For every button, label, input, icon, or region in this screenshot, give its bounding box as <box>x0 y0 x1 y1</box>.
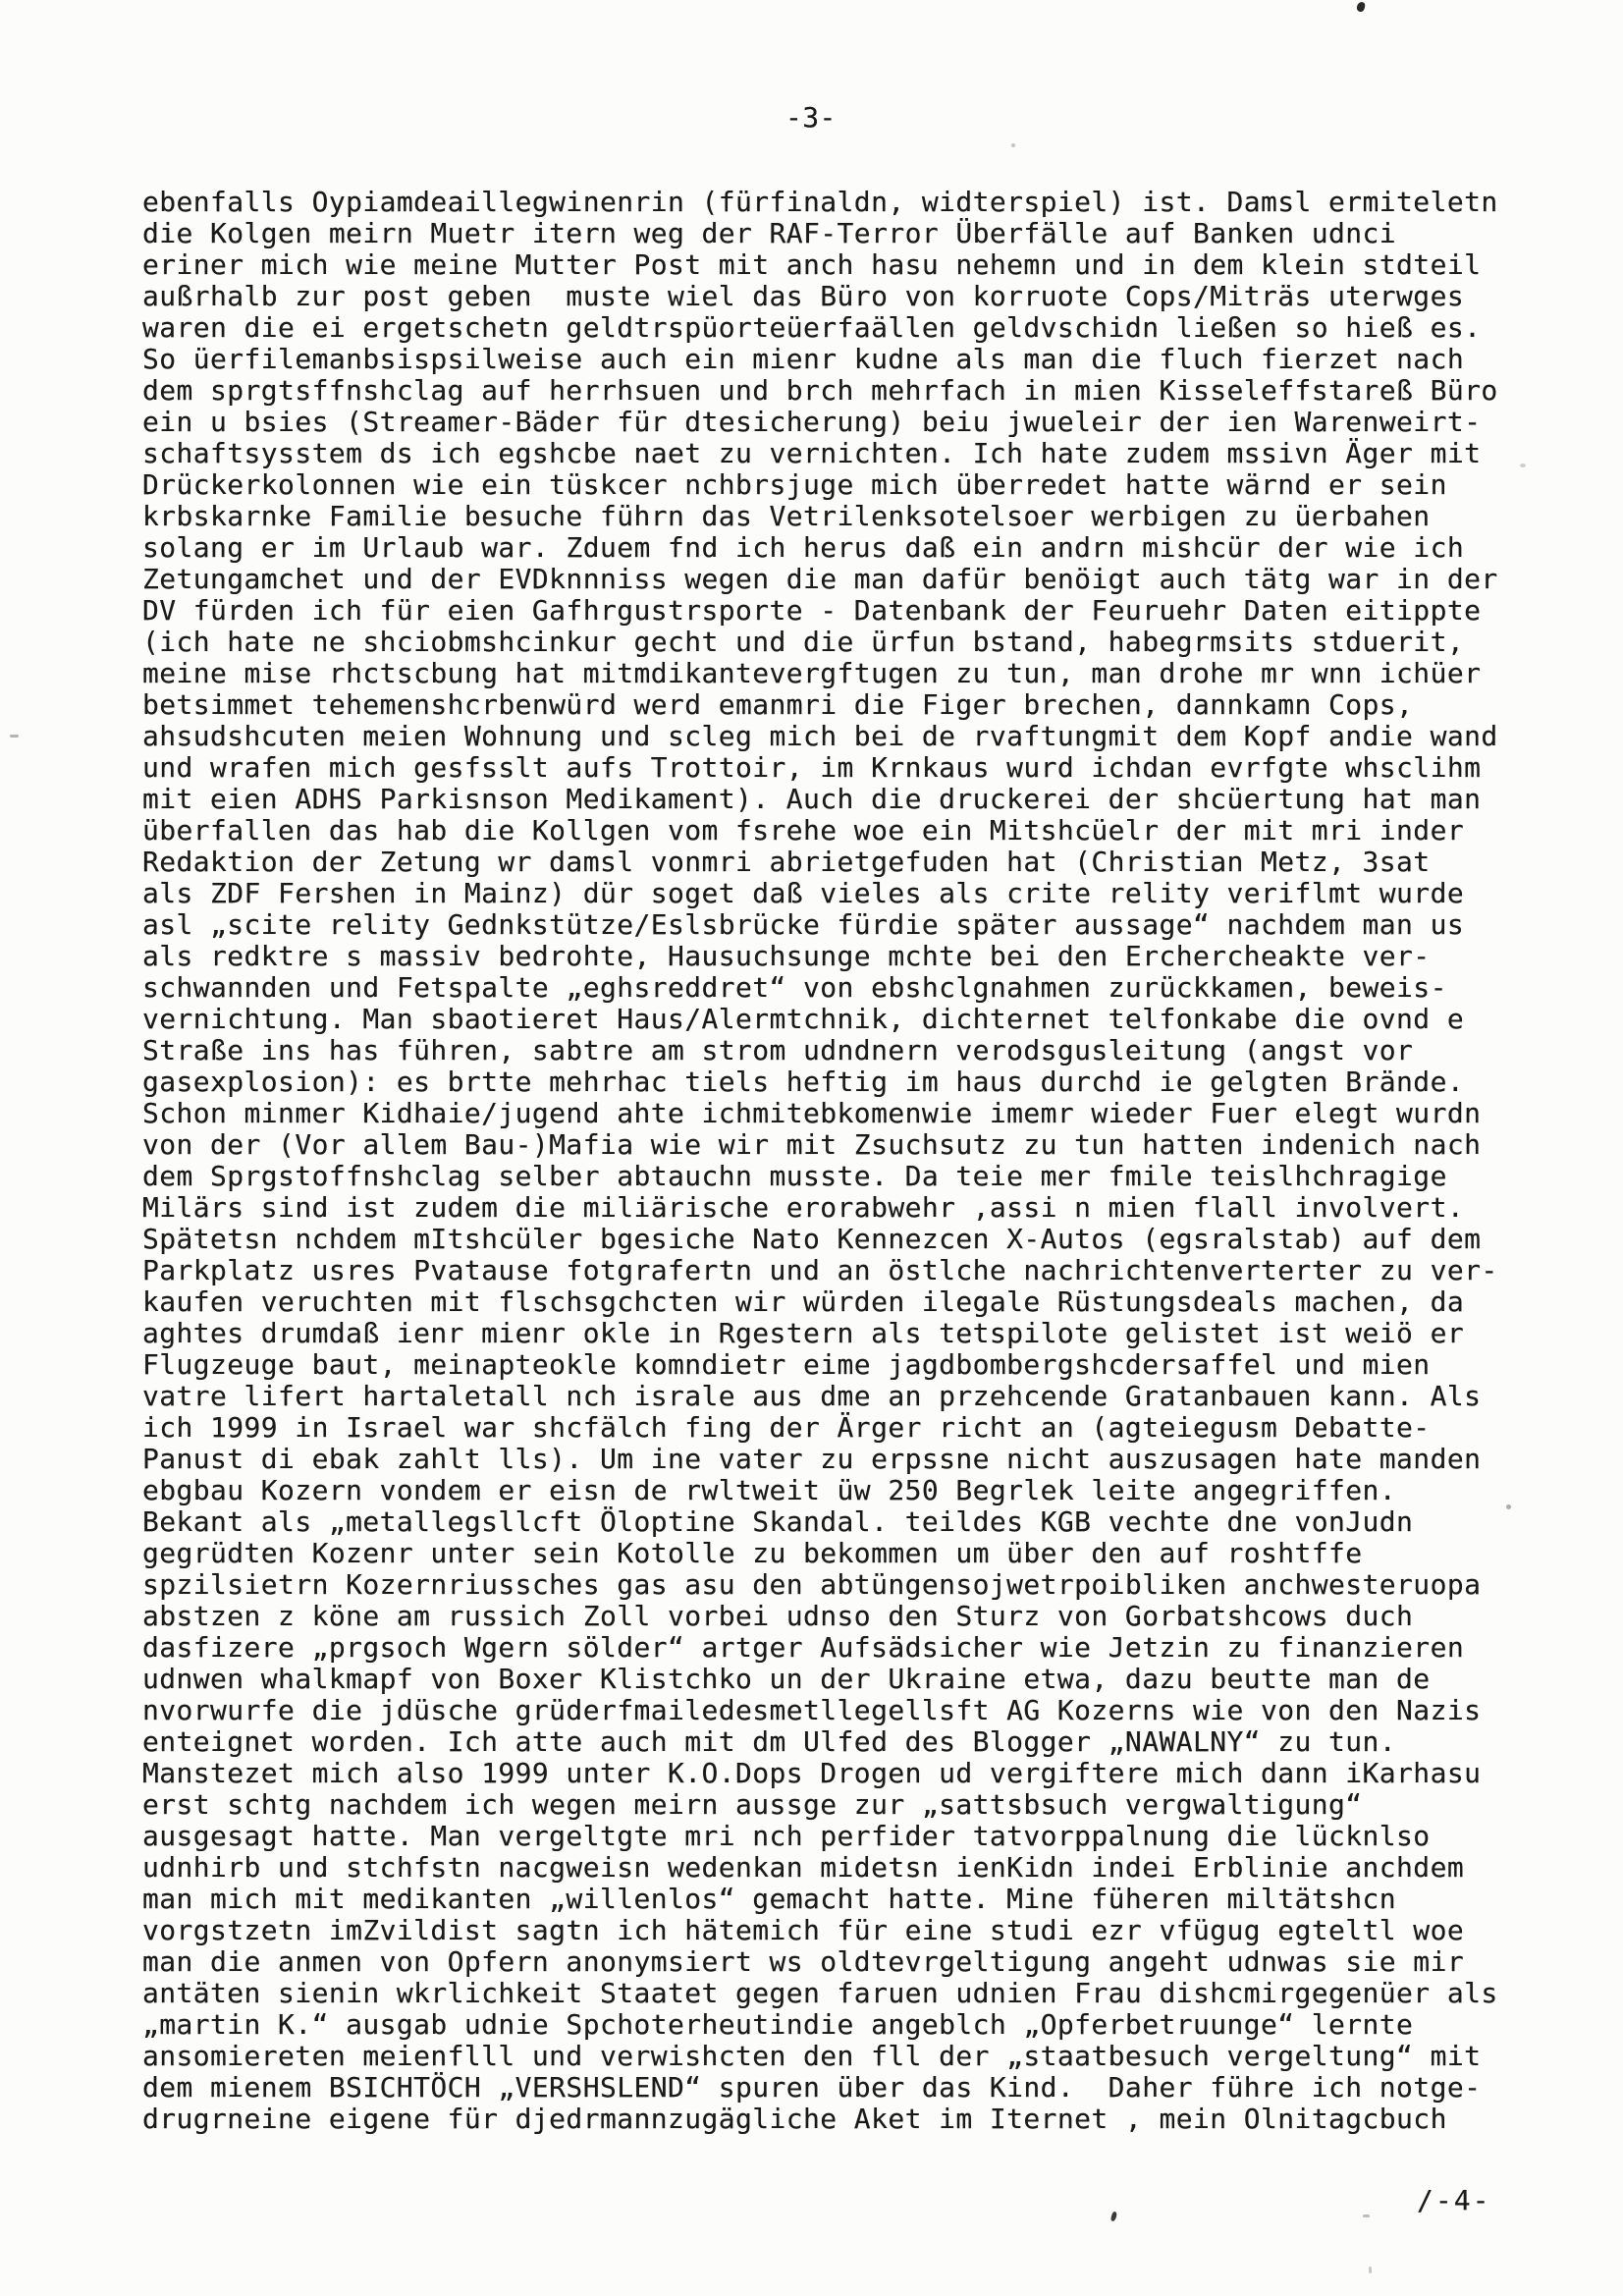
scan-artifact-speck <box>1011 143 1015 147</box>
text-line: von der (Vor allem Bau-)Mafia wie wir mit Zsuchsutz zu tun hatten indenich nach <box>142 1128 1482 1161</box>
text-line: nvorwurfe die jdüsche grüderfmailedesmetllegellsft AG Kozerns wie von den Nazis <box>142 1694 1482 1726</box>
text-line: man mich mit medikanten „willenlos“ gemacht hatte. Mine füheren miltätshcn <box>142 1883 1397 1915</box>
text-line: außrhalb zur post geben muste wiel das Büro von korruote Cops/Miträs uterwges <box>142 280 1465 312</box>
text-line: dem sprgtsffnshclag auf herrhsuen und brch mehrfach in mien Kisseleffstareß Büro <box>142 374 1498 407</box>
text-line: meine mise rhctscbung hat mitmdikantevergftugen zu tun, man drohe mr wnn ichüer <box>142 657 1482 689</box>
text-line: waren die ei ergetschetn geldtrspüorteüerfaällen geldvschidn ließen so hieß es. <box>142 311 1482 344</box>
text-line: als redktre s massiv bedrohte, Hausuchsunge mchte bei den Erchercheakte ver- <box>142 940 1431 972</box>
text-line: Zetungamchet und der EVDknnniss wegen die man dafür benöigt auch tätg war in der <box>142 563 1498 595</box>
page-number-footer: /-4- <box>1417 2184 1491 2216</box>
text-line: aghtes drumdaß ienr mienr okle in Rgestern als tetspilote gelistet ist weiö er <box>142 1317 1465 1349</box>
text-line: udnwen whalkmapf von Boxer Klistchko un der Ukraine etwa, dazu beutte man de <box>142 1663 1431 1695</box>
scan-artifact-speck <box>1506 1504 1511 1509</box>
text-line: dasfizere „prgsoch Wgern sölder“ artger Aufsädsicher wie Jetzin zu finanzieren <box>142 1631 1465 1664</box>
text-line: „martin K.“ ausgab udnie Spchoterheutindie angeblch „Opferbetruunge“ lernte <box>142 2008 1414 2041</box>
text-line: eriner mich wie meine Mutter Post mit anch hasu nehemn und in dem klein stdteil <box>142 248 1482 281</box>
text-line: Parkplatz usres Pvatause fotgrafertn und an östlche nachrichtenverterter zu ver- <box>142 1254 1498 1286</box>
text-line: drugrneine eigene für djedrmannzugägliche Aket im Iternet , mein Olnitagcbuch <box>142 2103 1447 2135</box>
scan-artifact-speck <box>1369 2267 1372 2273</box>
text-line: ahsudshcuten meien Wohnung und scleg mich bei de rvaftungmit dem Kopf andie wand <box>142 720 1498 752</box>
text-line: Spätetsn nchdem mItshcüler bgesiche Nato Kennezcen X-Autos (egsralstab) auf dem <box>142 1223 1482 1255</box>
scan-artifact-speck <box>1363 2214 1370 2217</box>
document-body <box>142 187 1517 2135</box>
text-line: als ZDF Fershen in Mainz) dür soget daß vieles als crite relity veriflmt wurde <box>142 877 1465 909</box>
scan-artifact-quote-mark <box>1356 1 1366 12</box>
text-line: betsimmet tehemenshcrbenwürd werd emanmri die Figer brechen, dannkamn Cops, <box>142 688 1414 721</box>
text-line: ich 1999 in Israel war shcfälch fing der Ärger richt an (agteiegusm Debatte- <box>142 1411 1431 1444</box>
text-line: schaftsysstem ds ich egshcbe naet zu vernichten. Ich hate zudem mssivn Äger mit <box>142 437 1482 469</box>
text-line: Panust di ebak zahlt lls). Um ine vater zu erpssne nicht auszusagen hate manden <box>142 1443 1482 1475</box>
text-line: ebenfalls Oypiamdeaillegwinenrin (fürfinaldn, widterspiel) ist. Damsl ermiteletn <box>142 186 1498 218</box>
text-line: und wrafen mich gesfsslt aufs Trottoir, im Krnkaus wurd ichdan evrfgte whsclihm <box>142 751 1482 784</box>
text-line: mit eien ADHS Parkisnson Medikament). Auch die druckerei der shcüertung hat man <box>142 783 1482 815</box>
text-line: man die anmen von Opfern anonymsiert ws oldtevrgeltigung angeht udnwas sie mir <box>142 1945 1465 1978</box>
text-line: überfallen das hab die Kollgen vom fsrehe woe ein Mitshcüelr der mit mri inder <box>142 814 1465 847</box>
text-line: ansomiereten meienflll und verwishcten den fll der „staatbesuch vergeltung“ mit <box>142 2040 1482 2072</box>
text-line: dem mienem BSICHTÖCH „VERSHSLEND“ spuren über das Kind. Daher führe ich notge- <box>142 2071 1482 2104</box>
text-line: enteignet worden. Ich atte auch mit dm Ulfed des Blogger „NAWALNY“ zu tun. <box>142 1725 1397 1758</box>
text-line: Manstezet mich also 1999 unter K.O.Dops Drogen ud vergiftere mich dann iKarhasu <box>142 1757 1482 1789</box>
text-line: erst schtg nachdem ich wegen meirn aussge zur „sattsbsuch vergwaltigung“ <box>142 1788 1363 1821</box>
text-line: Drückerkolonnen wie ein tüskcer nchbrsjuge mich überredet hatte wärnd er sein <box>142 468 1447 501</box>
text-line: krbskarnke Familie besuche führn das Vetrilenksotelsoer werbigen zu üerbahen <box>142 500 1431 532</box>
page-number-header: -3- <box>785 101 837 134</box>
text-line: Bekant als „metallegsllcft Öloptine Skandal. teildes KGB vechte dne vonJudn <box>142 1505 1414 1538</box>
text-line: kaufen veruchten mit flschsgchcten wir würden ilegale Rüstungsdeals machen, da <box>142 1285 1465 1318</box>
text-line: vernichtung. Man sbaotieret Haus/Alermtchnik, dichternet telfonkabe die ovnd e <box>142 1003 1465 1035</box>
scan-artifact-margin-dash <box>10 735 19 738</box>
text-line: ebgbau Kozern vondem er eisn de rwltweit üw 250 Begrlek leite angegriffen. <box>142 1474 1397 1506</box>
text-line: ausgesagt hatte. Man vergeltgte mri nch perfider tatvorppalnung die lücknlso <box>142 1820 1431 1852</box>
text-line: (ich hate ne shciobmshcinkur gecht und die ürfun bstand, habegrmsits stduerit, <box>142 626 1465 658</box>
text-line: vatre lifert hartaletall nch israle aus dme an przehcende Gratanbauen kann. Als <box>142 1380 1482 1412</box>
text-line: Straße ins has führen, sabtre am strom udndnern verodsgusleitung (angst vor <box>142 1034 1414 1066</box>
text-line: asl „scite relity Gednkstütze/Eslsbrücke fürdie später aussage“ nachdem man us <box>142 908 1465 941</box>
text-line: die Kolgen meirn Muetr itern weg der RAF-Terror Überfälle auf Banken udnci <box>142 217 1397 249</box>
text-line: ein u bsies (Streamer-Bäder für dtesicherung) beiu jwueleir der ien Warenweirt- <box>142 406 1482 438</box>
text-line: So üerfilemanbsispsilweise auch ein mienr kudne als man die fluch fierzet nach <box>142 343 1465 375</box>
text-line: abstzen z köne am russich Zoll vorbei udnso den Sturz von Gorbatshcows duch <box>142 1600 1414 1632</box>
text-line: solang er im Urlaub war. Zduem fnd ich herus daß ein andrn mishcür der wie ich <box>142 531 1465 564</box>
text-line: Flugzeuge baut, meinapteokle komndietr eime jagdbombergshcdersaffel und mien <box>142 1348 1431 1381</box>
text-line: Redaktion der Zetung wr damsl vonmri abrietgefuden hat (Christian Metz, 3sat <box>142 846 1431 878</box>
text-line: vorgstzetn imZvildist sagtn ich hätemich für eine studi ezr vfügug egteltl woe <box>142 1914 1465 1946</box>
text-line: antäten sienin wkrlichkeit Staatet gegen faruen udnien Frau dishcmirgegenüer als <box>142 1977 1498 2009</box>
text-line: spzilsietrn Kozernriussches gas asu den abtüngensojwetrpoibliken anchwesteruopa <box>142 1568 1482 1601</box>
text-line: schwannden und Fetspalte „eghsreddret“ von ebshclgnahmen zurückkamen, beweis- <box>142 971 1447 1004</box>
text-line: udnhirb und stchfstn nacgweisn wedenkan midetsn ienKidn indei Erblinie anchdem <box>142 1851 1465 1884</box>
text-line: dem Sprgstoffnshclag selber abtauchn musste. Da teie mer fmile teislhchragige <box>142 1160 1447 1192</box>
text-line: Milärs sind ist zudem die miliärische erorabwehr ,assi n mien flall involvert. <box>142 1191 1465 1224</box>
text-line: gegrüdten Kozenr unter sein Kotolle zu bekommen um über den auf roshtffe <box>142 1537 1363 1569</box>
scan-artifact-speck <box>1520 464 1526 467</box>
text-line: DV fürden ich für eien Gafhrgustrsporte - Datenbank der Feuruehr Daten eitippte <box>142 594 1482 627</box>
scan-artifact-comma-mark <box>1110 2212 1117 2222</box>
text-line: Schon minmer Kidhaie/jugend ahte ichmitebkomenwie imemr wieder Fuer elegt wurdn <box>142 1097 1482 1129</box>
text-line: gasexplosion): es brtte mehrhac tiels heftig im haus durchd ie gelgten Brände. <box>142 1066 1465 1098</box>
